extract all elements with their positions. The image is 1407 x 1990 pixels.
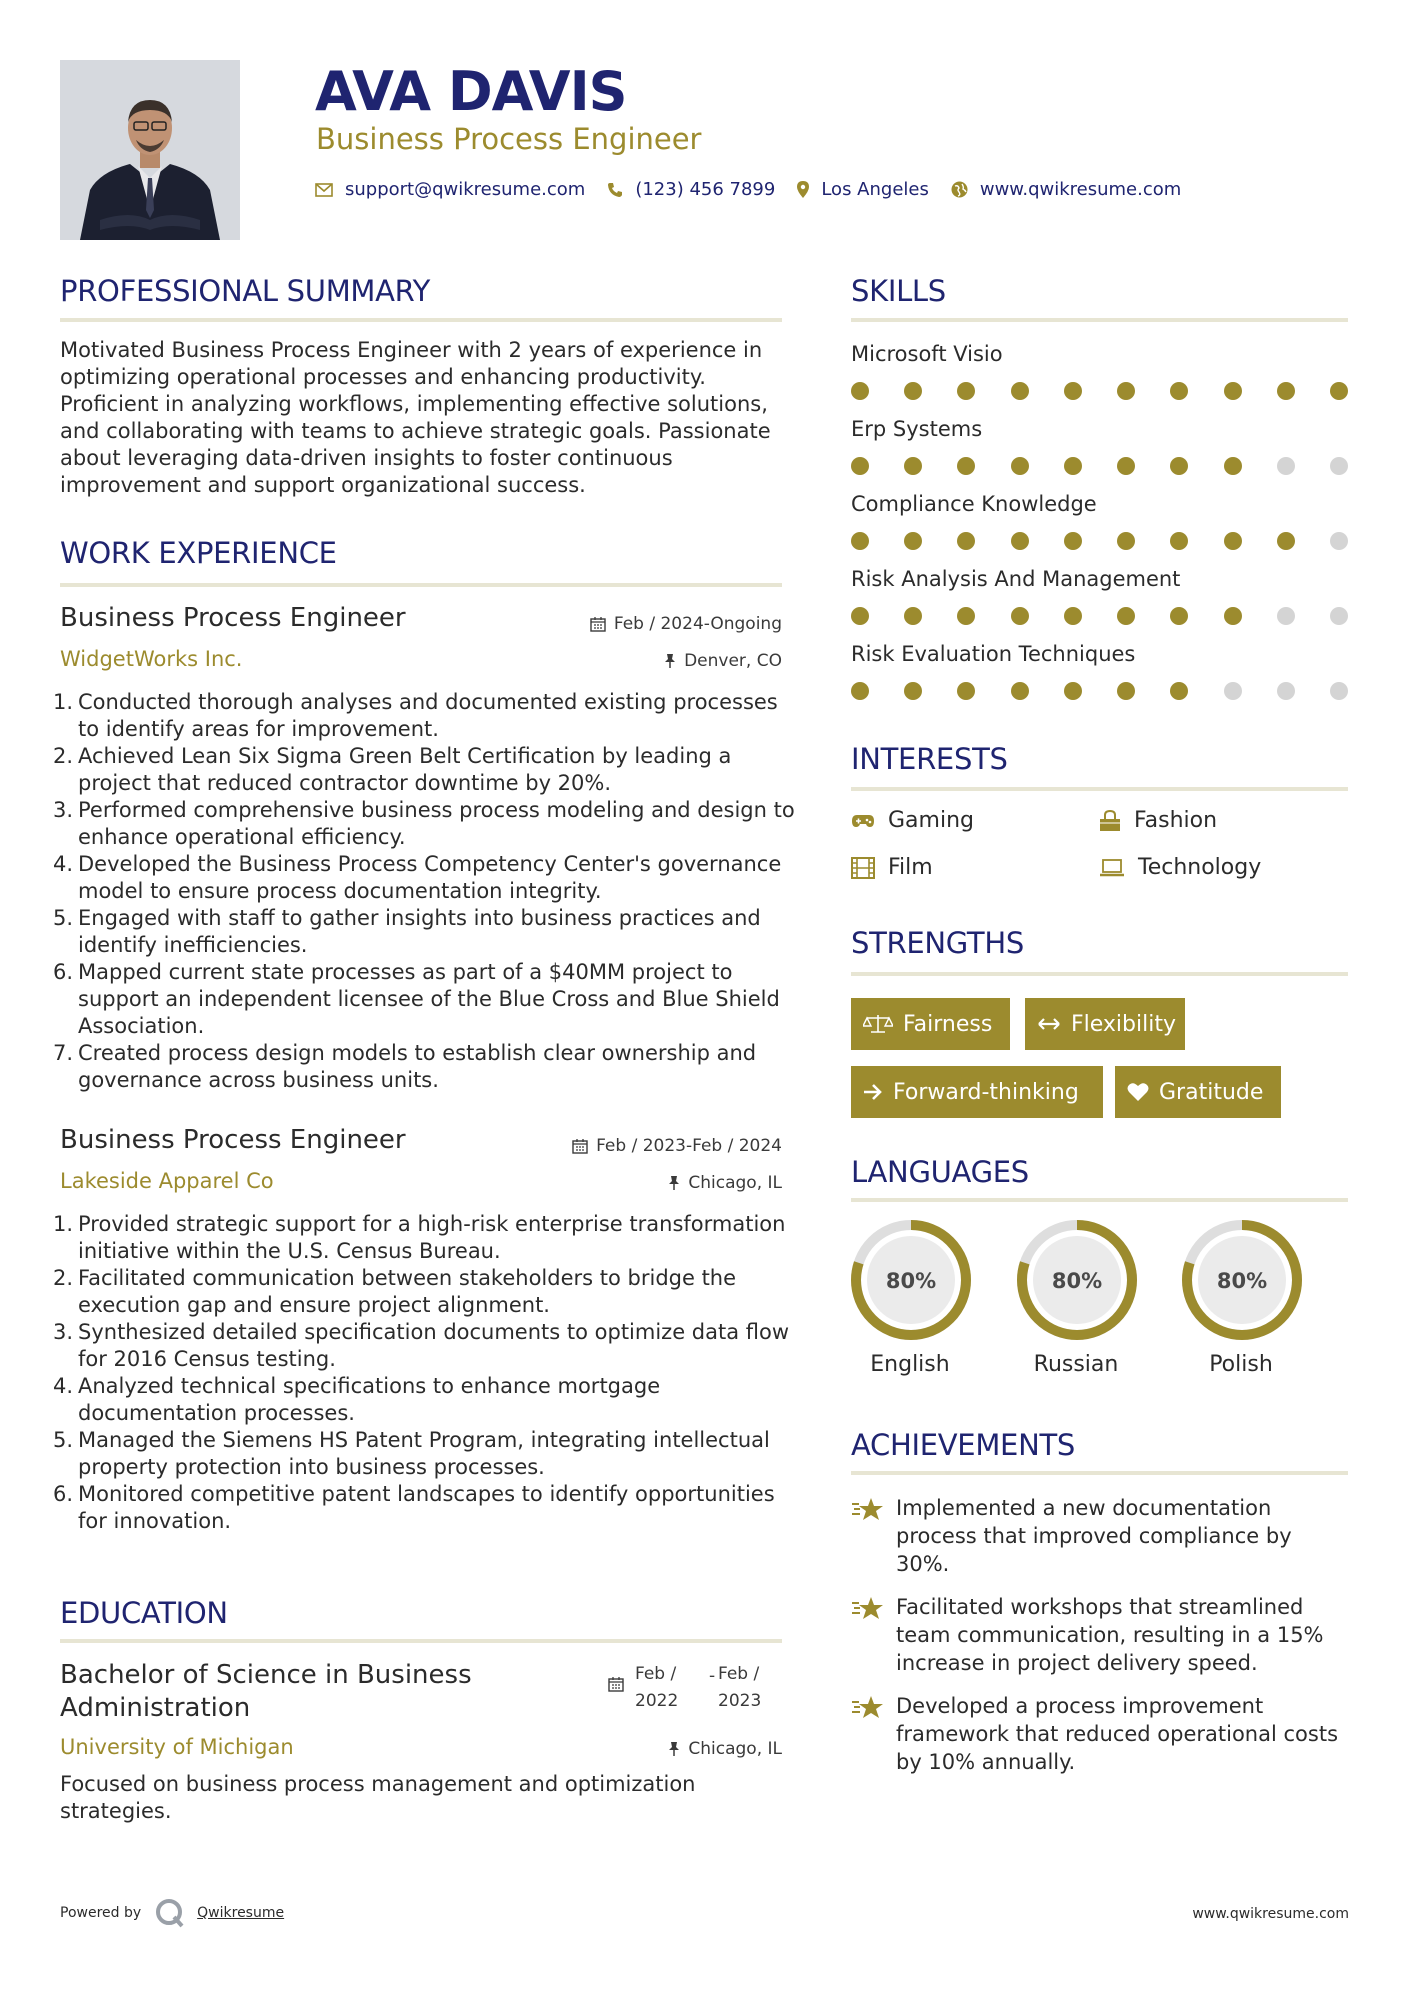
rating-dot-filled bbox=[1011, 382, 1029, 400]
rating-dot-filled bbox=[1117, 457, 1135, 475]
arrows-horizontal-icon bbox=[1037, 1017, 1061, 1031]
rating-dot-filled bbox=[1224, 532, 1242, 550]
globe-icon bbox=[951, 181, 968, 198]
rating-dot-filled bbox=[904, 382, 922, 400]
language-item bbox=[849, 1218, 971, 1377]
skill-name: Compliance Knowledge bbox=[851, 492, 1097, 516]
language-progress-ring bbox=[849, 1218, 973, 1342]
strength-label: Fairness bbox=[903, 1011, 993, 1037]
edu-start-year: 2022 bbox=[635, 1691, 679, 1711]
rating-dot-filled bbox=[957, 457, 975, 475]
candidate-title: Business Process Engineer bbox=[316, 122, 702, 156]
map-pin-icon bbox=[797, 181, 809, 198]
strength-chip bbox=[851, 998, 1010, 1050]
language-item bbox=[1015, 1218, 1137, 1377]
language-name: Polish bbox=[1209, 1352, 1273, 1377]
skill-rating bbox=[851, 457, 1348, 477]
edu-end-month: Feb / bbox=[718, 1664, 760, 1684]
rating-dot-filled bbox=[957, 532, 975, 550]
skills-divider bbox=[851, 318, 1348, 322]
rating-dot-filled bbox=[851, 382, 869, 400]
rating-dot-empty bbox=[1330, 457, 1348, 475]
interest-item bbox=[851, 855, 933, 880]
rating-dot-filled bbox=[1224, 607, 1242, 625]
candidate-name: AVA DAVIS bbox=[315, 60, 627, 123]
education-divider bbox=[60, 1639, 782, 1643]
edu-end-year: 2023 bbox=[718, 1691, 762, 1711]
rating-dot-filled bbox=[1064, 682, 1082, 700]
star-trophy-icon bbox=[851, 1593, 896, 1677]
rating-dot-filled bbox=[851, 457, 869, 475]
rating-dot-filled bbox=[851, 682, 869, 700]
rating-dot-filled bbox=[1117, 532, 1135, 550]
interest-label: Technology bbox=[1138, 855, 1262, 880]
rating-dot-filled bbox=[1224, 457, 1242, 475]
language-percent: 80% bbox=[885, 1269, 937, 1293]
rating-dot-filled bbox=[904, 532, 922, 550]
school-location bbox=[668, 1739, 782, 1759]
rating-dot-filled bbox=[904, 682, 922, 700]
contact-email[interactable]: support@qwikresume.com bbox=[345, 179, 586, 200]
skill-rating bbox=[851, 532, 1348, 552]
list-item: Achieved Lean Six Sigma Green Belt Certification by leading a project that reduced contractor downtime by 20%. bbox=[78, 744, 732, 795]
languages-heading: LANGUAGES bbox=[851, 1155, 1029, 1189]
envelope-icon bbox=[315, 183, 333, 197]
rating-dot-filled bbox=[1117, 682, 1135, 700]
phone-icon bbox=[607, 182, 623, 198]
strength-label: Forward-thinking bbox=[893, 1079, 1079, 1105]
list-item: Managed the Siemens HS Patent Program, integrating intellectual property protection into business processes. bbox=[78, 1428, 770, 1479]
skills-heading: SKILLS bbox=[851, 274, 946, 308]
interest-label: Film bbox=[888, 855, 933, 880]
rating-dot-filled bbox=[1064, 532, 1082, 550]
job-company: WidgetWorks Inc. bbox=[60, 647, 243, 671]
rating-dot-filled bbox=[957, 607, 975, 625]
pushpin-icon bbox=[664, 653, 676, 669]
job-duties-list bbox=[60, 689, 796, 1094]
skill-rating bbox=[851, 607, 1348, 627]
achievement-text: Developed a process improvement framework that reduced operational costs by 10% annually. bbox=[896, 1694, 1339, 1774]
date-separator: - bbox=[709, 1666, 716, 1686]
interest-item bbox=[1099, 808, 1217, 833]
balance-scale-icon bbox=[863, 1014, 893, 1034]
job-date-text: Feb / 2024-Ongoing bbox=[613, 614, 782, 634]
degree-line-2: Administration bbox=[60, 1693, 251, 1723]
list-item: Provided strategic support for a high-risk enterprise transformation initiative within the U.S. Census Bureau. bbox=[78, 1212, 786, 1263]
rating-dot-filled bbox=[1064, 457, 1082, 475]
strength-label: Flexibility bbox=[1071, 1011, 1176, 1037]
rating-dot-empty bbox=[1224, 682, 1242, 700]
calendar-icon bbox=[608, 1676, 624, 1696]
interest-label: Gaming bbox=[888, 808, 974, 833]
heart-icon bbox=[1127, 1082, 1149, 1102]
contact-website[interactable]: www.qwikresume.com bbox=[979, 179, 1182, 200]
rating-dot-empty bbox=[1277, 607, 1295, 625]
rating-dot-filled bbox=[1277, 382, 1295, 400]
rating-dot-filled bbox=[1170, 382, 1188, 400]
interest-item bbox=[1099, 855, 1261, 880]
edu-start-month: Feb / bbox=[635, 1664, 677, 1684]
job-company: Lakeside Apparel Co bbox=[60, 1169, 274, 1193]
strength-chip bbox=[1025, 998, 1185, 1050]
list-item: Synthesized detailed specification documents to optimize data flow for 2016 Census testing. bbox=[78, 1320, 790, 1371]
experience-divider bbox=[60, 583, 782, 587]
job-location bbox=[668, 1173, 782, 1193]
laptop-icon bbox=[1099, 859, 1125, 877]
languages-divider bbox=[851, 1198, 1348, 1202]
rating-dot-filled bbox=[1330, 382, 1348, 400]
rating-dot-filled bbox=[1170, 532, 1188, 550]
strengths-heading: STRENGTHS bbox=[851, 926, 1024, 960]
school-location-text: Chicago, IL bbox=[688, 1739, 782, 1759]
rating-dot-filled bbox=[904, 457, 922, 475]
achievement-item bbox=[851, 1593, 1351, 1677]
job-location bbox=[664, 651, 782, 671]
rating-dot-filled bbox=[1011, 532, 1029, 550]
rating-dot-empty bbox=[1330, 532, 1348, 550]
shopping-bag-icon bbox=[1099, 810, 1121, 832]
strength-chip bbox=[851, 1066, 1103, 1118]
arrow-right-icon bbox=[863, 1083, 883, 1101]
star-trophy-icon bbox=[851, 1692, 896, 1776]
skill-rating bbox=[851, 682, 1348, 702]
list-item: Facilitated communication between stakeholders to bridge the execution gap and ensure project alignment. bbox=[78, 1266, 737, 1317]
skill-name: Risk Evaluation Techniques bbox=[851, 642, 1136, 666]
rating-dot-filled bbox=[1170, 607, 1188, 625]
list-item: Mapped current state processes as part of a $40MM project to support an independent licensee of the Blue Cross and Blue Shield Association. bbox=[78, 960, 780, 1038]
rating-dot-filled bbox=[1117, 607, 1135, 625]
rating-dot-filled bbox=[851, 532, 869, 550]
interest-label: Fashion bbox=[1134, 808, 1218, 833]
job-date bbox=[590, 614, 782, 634]
summary-heading: PROFESSIONAL SUMMARY bbox=[60, 274, 431, 308]
skill-name: Erp Systems bbox=[851, 417, 983, 441]
language-name: English bbox=[870, 1352, 950, 1377]
strength-label: Gratitude bbox=[1159, 1079, 1264, 1105]
film-icon bbox=[851, 857, 875, 879]
rating-dot-filled bbox=[1064, 607, 1082, 625]
experience-heading: WORK EXPERIENCE bbox=[60, 536, 337, 570]
job-duties-list bbox=[60, 1211, 796, 1535]
language-item bbox=[1180, 1218, 1302, 1377]
list-item: Monitored competitive patent landscapes to identify opportunities for innovation. bbox=[78, 1482, 775, 1533]
star-trophy-icon bbox=[851, 1494, 896, 1578]
interests-divider bbox=[851, 787, 1348, 791]
gamepad-icon bbox=[851, 813, 875, 829]
education-description: Focused on business process management and optimization strategies. bbox=[60, 1772, 696, 1823]
list-item: Performed comprehensive business process modeling and design to enhance operational efficiency. bbox=[78, 798, 795, 849]
rating-dot-empty bbox=[1277, 682, 1295, 700]
skill-rating bbox=[851, 382, 1348, 402]
list-item: Created process design models to establish clear ownership and governance across business units. bbox=[78, 1041, 757, 1092]
achievements-divider bbox=[851, 1471, 1348, 1475]
rating-dot-filled bbox=[1117, 382, 1135, 400]
calendar-icon bbox=[572, 1138, 588, 1154]
achievement-text: Implemented a new documentation process that improved compliance by 30%. bbox=[896, 1496, 1292, 1576]
pushpin-icon bbox=[668, 1741, 680, 1757]
edu-start-date bbox=[635, 1661, 678, 1715]
rating-dot-empty bbox=[1330, 607, 1348, 625]
brand-link[interactable]: Qwikresume bbox=[197, 1905, 285, 1921]
skill-name: Microsoft Visio bbox=[851, 342, 1003, 366]
job-location-text: Chicago, IL bbox=[688, 1173, 782, 1193]
contact-phone[interactable]: (123) 456 7899 bbox=[635, 179, 776, 200]
language-progress-ring bbox=[1015, 1218, 1139, 1342]
education-heading: EDUCATION bbox=[60, 1596, 228, 1630]
footer-website[interactable]: www.qwikresume.com bbox=[1192, 1906, 1349, 1922]
summary-divider bbox=[60, 318, 782, 322]
achievement-item bbox=[851, 1494, 1351, 1578]
qwikresume-logo-icon bbox=[155, 1898, 185, 1928]
contact-location: Los Angeles bbox=[821, 179, 929, 200]
powered-by-label: Powered by bbox=[60, 1905, 142, 1921]
strength-chip bbox=[1115, 1066, 1281, 1118]
rating-dot-filled bbox=[957, 682, 975, 700]
interests-heading: INTERESTS bbox=[851, 742, 1008, 776]
rating-dot-filled bbox=[1011, 607, 1029, 625]
footer-branding bbox=[60, 1898, 284, 1928]
summary-text: Motivated Business Process Engineer with 2 years of experience in optimizing operational processes and enhancing productivity. Proficient in analyzing workflows, implementing effective solutions, and collaborating with teams to achieve strategic goals. Passionate about leveraging data-driven insights to foster continuous improvement and support organizational success. bbox=[60, 338, 771, 497]
list-item: Analyzed technical specifications to enhance mortgage documentation processes. bbox=[78, 1374, 661, 1425]
rating-dot-filled bbox=[1011, 457, 1029, 475]
rating-dot-filled bbox=[851, 607, 869, 625]
rating-dot-filled bbox=[1170, 682, 1188, 700]
edu-end-date bbox=[718, 1661, 761, 1715]
language-progress-ring bbox=[1180, 1218, 1304, 1342]
rating-dot-filled bbox=[1277, 532, 1295, 550]
rating-dot-filled bbox=[1170, 457, 1188, 475]
achievement-item bbox=[851, 1692, 1351, 1776]
pushpin-icon bbox=[668, 1175, 680, 1191]
rating-dot-filled bbox=[957, 382, 975, 400]
profile-photo bbox=[60, 60, 240, 240]
job-date-text: Feb / 2023-Feb / 2024 bbox=[596, 1136, 782, 1156]
rating-dot-empty bbox=[1330, 682, 1348, 700]
job-location-text: Denver, CO bbox=[684, 651, 782, 671]
school-name: University of Michigan bbox=[60, 1735, 294, 1759]
strengths-divider bbox=[851, 972, 1348, 976]
list-item: Conducted thorough analyses and documented existing processes to identify areas for improvement. bbox=[78, 690, 778, 741]
skill-name: Risk Analysis And Management bbox=[851, 567, 1181, 591]
language-percent: 80% bbox=[1216, 1269, 1268, 1293]
rating-dot-filled bbox=[1064, 382, 1082, 400]
contact-row bbox=[315, 179, 1203, 200]
rating-dot-filled bbox=[1011, 682, 1029, 700]
calendar-icon bbox=[590, 616, 606, 632]
list-item: Developed the Business Process Competency Center's governance model to ensure process documentation integrity. bbox=[78, 852, 782, 903]
job-title: Business Process Engineer bbox=[60, 603, 406, 633]
language-percent: 80% bbox=[1051, 1269, 1103, 1293]
degree-line-1: Bachelor of Science in Business bbox=[60, 1660, 472, 1690]
rating-dot-filled bbox=[904, 607, 922, 625]
rating-dot-empty bbox=[1277, 457, 1295, 475]
achievement-text: Facilitated workshops that streamlined team communication, resulting in a 15% increase in project delivery speed. bbox=[896, 1595, 1324, 1675]
rating-dot-filled bbox=[1224, 382, 1242, 400]
job-date bbox=[572, 1136, 782, 1156]
achievements-heading: ACHIEVEMENTS bbox=[851, 1428, 1075, 1462]
language-name: Russian bbox=[1033, 1352, 1119, 1377]
interest-item bbox=[851, 808, 974, 833]
list-item: Engaged with staff to gather insights into business practices and identify inefficiencies. bbox=[78, 906, 761, 957]
job-title: Business Process Engineer bbox=[60, 1125, 406, 1155]
degree-title bbox=[60, 1659, 472, 1725]
